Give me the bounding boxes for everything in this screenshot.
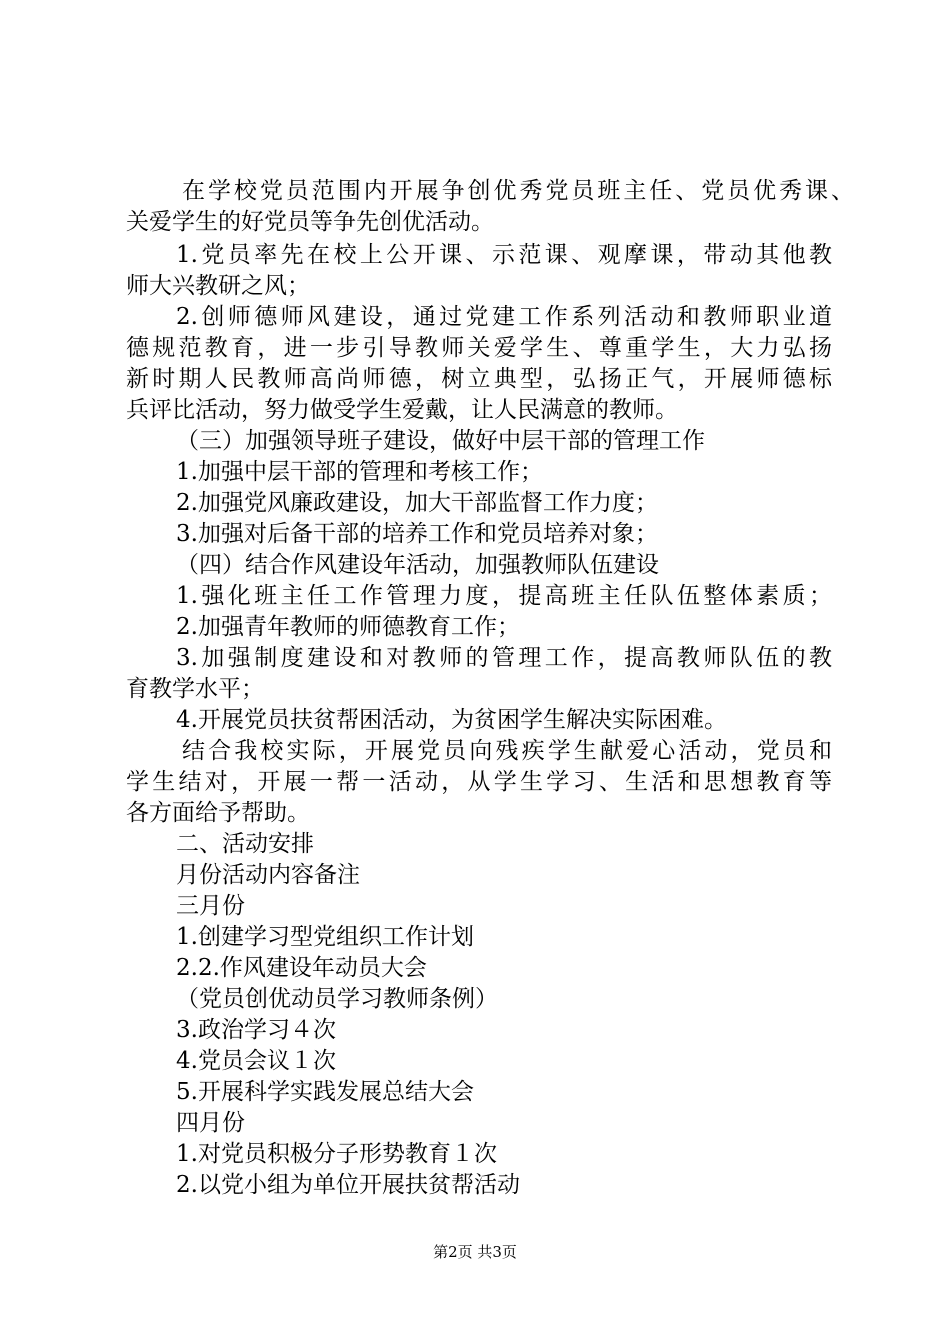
text-line: 3.加强对后备干部的培养工作和党员培养对象； xyxy=(176,521,658,547)
month-label: 四月份 xyxy=(176,1110,245,1136)
text-line: 2.加强青年教师的师德教育工作； xyxy=(176,614,520,640)
text-line: 1.创建学习型党组织工作计划 xyxy=(176,924,474,950)
text-line: 结合我校实际，开展党员向残疾学生献爱心活动，党员和 xyxy=(182,738,832,764)
text-line: 2.2.作风建设年动员大会 xyxy=(176,955,427,981)
section-heading: （四）结合作风建设年活动，加强教师队伍建设 xyxy=(176,552,659,578)
text-line: 2.创师德师风建设，通过党建工作系列活动和教师职业道 xyxy=(176,304,832,330)
section-heading: 二、活动安排 xyxy=(176,831,314,857)
page-number-footer: 第2页 共3页 xyxy=(433,1243,517,1261)
text-line: 4.开展党员扶贫帮困活动，为贫困学生解决实际困难。 xyxy=(176,707,727,733)
text-line: 德规范教育，进一步引导教师关爱学生、尊重学生，大力弘扬 xyxy=(126,335,832,361)
text-line: 4.党员会议１次 xyxy=(176,1048,336,1074)
text-line: 1.强化班主任工作管理力度，提高班主任队伍整体素质； xyxy=(176,583,832,609)
text-line: 育教学水平； xyxy=(126,676,264,702)
text-line: 学生结对，开展一帮一活动，从学生学习、生活和思想教育等 xyxy=(126,769,832,795)
text-line: 1.党员率先在校上公开课、示范课、观摩课，带动其他教 xyxy=(176,242,832,268)
text-line: 兵评比活动，努力做受学生爱戴，让人民满意的教师。 xyxy=(126,397,678,423)
text-line: 2.以党小组为单位开展扶贫帮活动 xyxy=(176,1172,520,1198)
text-line: 在学校党员范围内开展争创优秀党员班主任、党员优秀课、 xyxy=(182,178,854,204)
text-line: 各方面给予帮助。 xyxy=(126,800,310,826)
table-header-text: 月份活动内容备注 xyxy=(176,862,360,888)
month-label: 三月份 xyxy=(176,893,245,919)
text-line: 3.加强制度建设和对教师的管理工作，提高教师队伍的教 xyxy=(176,645,832,671)
text-line: 关爱学生的好党员等争先创优活动。 xyxy=(126,209,494,235)
text-line: 1.对党员积极分子形势教育１次 xyxy=(176,1141,497,1167)
text-line: 5.开展科学实践发展总结大会 xyxy=(176,1079,474,1105)
section-heading: （三）加强领导班子建设，做好中层干部的管理工作 xyxy=(176,428,705,454)
text-line: 师大兴教研之风； xyxy=(126,273,310,299)
text-line: 1.加强中层干部的管理和考核工作； xyxy=(176,459,543,485)
text-line: （党员创优动员学习教师条例） xyxy=(176,986,498,1012)
text-line: 2.加强党风廉政建设，加大干部监督工作力度； xyxy=(176,490,658,516)
text-line: 新时期人民教师高尚师德，树立典型，弘扬正气，开展师德标 xyxy=(126,366,832,392)
text-line: 3.政治学习４次 xyxy=(176,1017,336,1043)
